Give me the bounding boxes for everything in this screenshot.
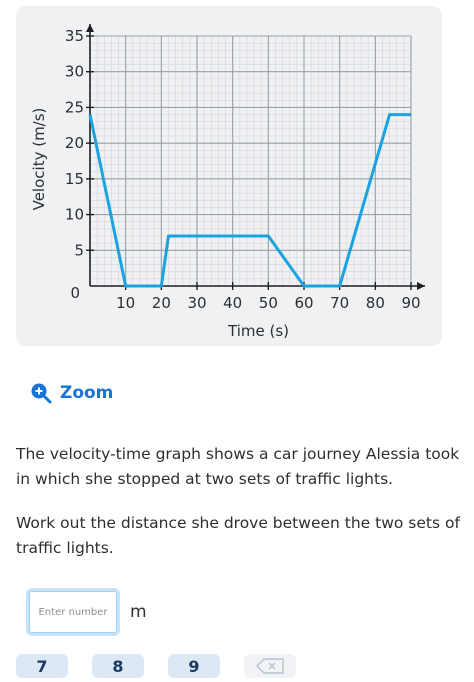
velocity-time-graph: [16, 6, 442, 346]
x-axis-label: Time (s): [228, 322, 289, 340]
answer-row: [26, 588, 147, 636]
y-axis-label: Velocity (m/s): [30, 107, 48, 211]
x-tick-label: 10: [116, 294, 136, 312]
origin-label: 0: [70, 284, 80, 302]
x-tick-label: 20: [151, 294, 171, 312]
zoom-in-icon: [30, 382, 52, 404]
y-tick-label: 5: [74, 241, 84, 260]
y-tick-label: 35: [64, 27, 84, 45]
question-instruction: Work out the distance she drove between the two sets of traffic lights.: [16, 514, 460, 557]
x-tick-label: 40: [223, 294, 243, 312]
x-tick-label: 70: [330, 294, 350, 312]
number-keypad: [16, 654, 296, 678]
unit-label: m: [130, 602, 147, 622]
x-tick-label: 90: [401, 294, 421, 312]
graph-card: [16, 6, 442, 346]
zoom-button[interactable]: [30, 382, 113, 404]
key-7[interactable]: 7: [16, 654, 68, 678]
key-9[interactable]: 9: [168, 654, 220, 678]
y-tick-label: 30: [64, 62, 84, 81]
x-tick-label: 60: [294, 294, 314, 312]
answer-input[interactable]: [26, 588, 120, 636]
x-tick-label: 50: [258, 294, 278, 312]
zoom-label: Zoom: [60, 383, 114, 403]
y-axis-arrow: [86, 24, 94, 32]
y-tick-label: 25: [64, 98, 84, 117]
x-tick-label: 80: [365, 294, 385, 312]
key-8[interactable]: 8: [92, 654, 144, 678]
x-axis-arrow: [417, 282, 425, 290]
x-tick-label: 30: [187, 294, 207, 312]
question-text: The velocity-time graph shows a car journey Alessia took in which she stopped at two sets of traffic lights.: [16, 445, 460, 488]
y-tick-label: 15: [64, 169, 84, 188]
backspace-icon: [255, 658, 285, 674]
backspace-key[interactable]: [244, 654, 296, 678]
y-tick-label: 20: [64, 134, 84, 153]
y-tick-label: 10: [64, 205, 84, 224]
